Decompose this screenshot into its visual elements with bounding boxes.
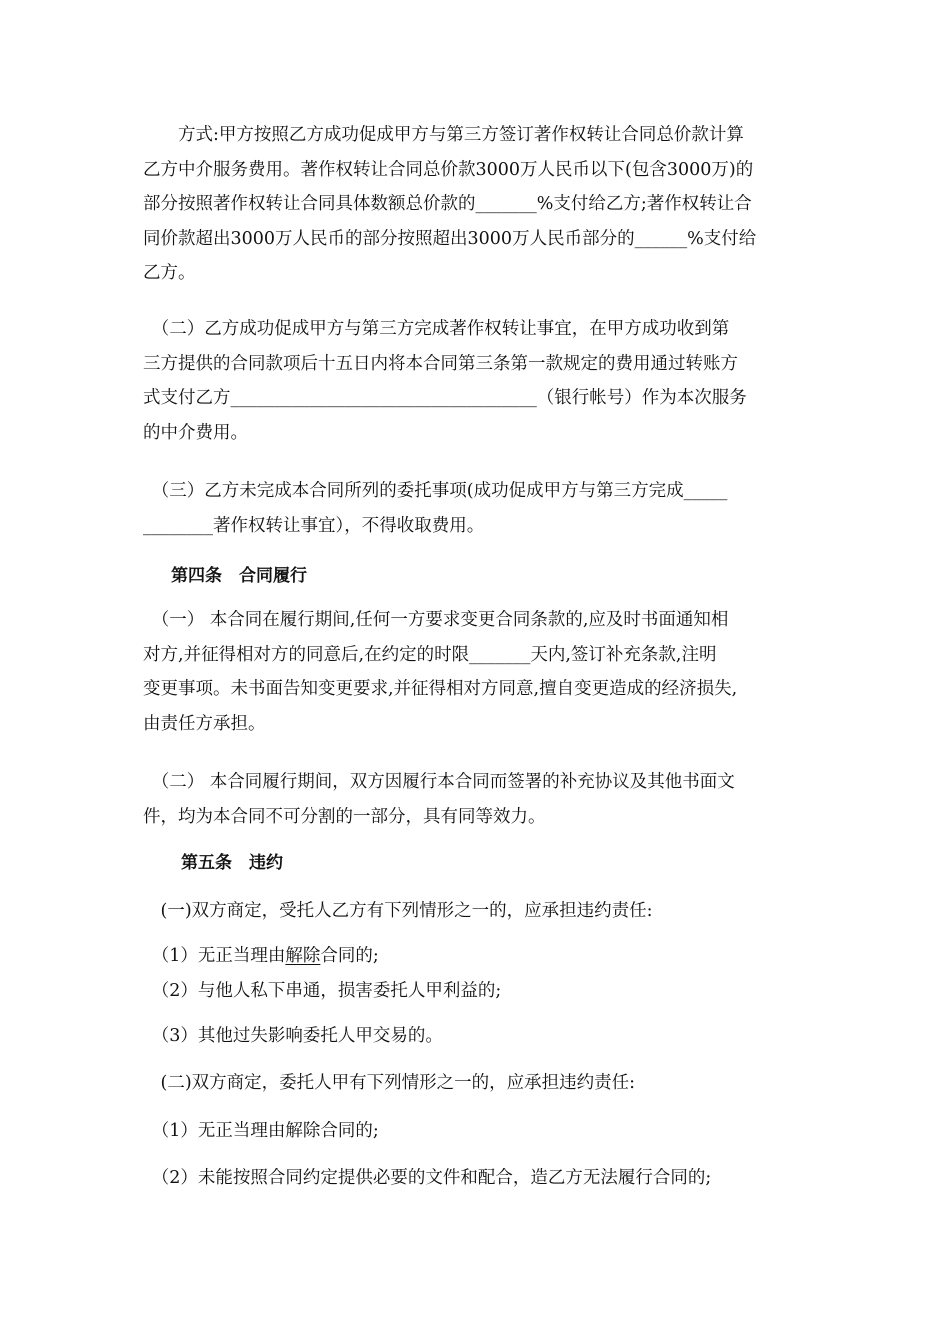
text-line: ________著作权转让事宜），不得收取费用。 bbox=[143, 515, 485, 536]
text-line: 三方提供的合同款项后十五日内将本合同第三条第一款规定的费用通过转账方 bbox=[143, 353, 738, 374]
text-line: 乙方。 bbox=[143, 263, 196, 283]
text-line: (二)双方商定，委托人甲有下列情形之一的，应承担违约责任: bbox=[143, 1073, 636, 1093]
text-suffix: 合同的; bbox=[320, 946, 379, 966]
text-line: （2）未能按照合同约定提供必要的文件和配合，造乙方无法履行合同的; bbox=[143, 1168, 712, 1188]
text-line: （二） 本合同履行期间，双方因履行本合同而签署的补充协议及其他书面文 bbox=[143, 772, 735, 792]
paragraph-clause-5-1-items bbox=[143, 939, 808, 1008]
paragraph-clause-5-1 bbox=[143, 894, 808, 929]
section-heading: 第四条 合同履行 bbox=[171, 566, 307, 586]
paragraph-fee-method bbox=[143, 118, 808, 291]
text-line: 由责任方承担。 bbox=[143, 713, 266, 734]
text-line: (一)双方商定，受托人乙方有下列情形之一的，应承担违约责任: bbox=[143, 901, 653, 921]
text-line: （一） 本合同在履行期间,任何一方要求变更合同条款的,应及时书面通知相 bbox=[143, 610, 729, 630]
article-4-heading bbox=[171, 559, 836, 594]
section-heading: 第五条 违约 bbox=[181, 853, 283, 873]
text-line: 件，均为本合同不可分割的一部分，具有同等效力。 bbox=[143, 806, 546, 827]
paragraph-clause-4-2 bbox=[143, 765, 808, 834]
text-line: 变更事项。未书面告知变更要求,并征得相对方同意,擅自变更造成的经济损失, bbox=[143, 679, 738, 699]
paragraph-clause-5-1-item-3 bbox=[143, 1019, 808, 1054]
paragraph-clause-5-2 bbox=[143, 1066, 808, 1101]
text-prefix: （1）无正当理由 bbox=[143, 946, 286, 966]
text-line: 同价款超出3000万人民币的部分按照超出3000万人民币部分的______%支付给 bbox=[143, 228, 757, 249]
text-line: （3）其他过失影响委托人甲交易的。 bbox=[143, 1026, 443, 1046]
text-line: 部分按照著作权转让合同具体数额总价款的_______%支付给乙方;著作权转让合 bbox=[143, 194, 752, 214]
text-line: 方式:甲方按照乙方成功促成甲方与第三方签订著作权转让合同总价款计算 bbox=[143, 125, 744, 145]
paragraph-clause-4-1 bbox=[143, 603, 808, 741]
text-line: 对方,并征得相对方的同意后,在约定的时限_______天内,签订补充条款,注明 bbox=[143, 644, 717, 665]
paragraph-clause-3-3 bbox=[143, 474, 808, 543]
text-line: 乙方中介服务费用。著作权转让合同总价款3000万人民币以下(包含3000万)的 bbox=[143, 159, 754, 180]
text-line: （1）无正当理由解除合同的; bbox=[143, 1121, 379, 1141]
paragraph-clause-3-2 bbox=[143, 312, 808, 450]
text-line: 的中介费用。 bbox=[143, 422, 248, 443]
text-line bbox=[143, 939, 808, 974]
text-line: 式支付乙方___________________________________（银行帐号）作为本次服务 bbox=[143, 388, 747, 408]
underlined-word: 解除 bbox=[285, 946, 321, 966]
article-5-heading bbox=[181, 846, 846, 881]
paragraph-clause-5-2-item-1 bbox=[143, 1114, 808, 1149]
text-line: （三）乙方未完成本合同所列的委托事项(成功促成甲方与第三方完成_____ bbox=[143, 481, 728, 501]
text-line: （2）与他人私下串通，损害委托人甲利益的; bbox=[143, 980, 502, 1001]
text-line: （二）乙方成功促成甲方与第三方完成著作权转让事宜，在甲方成功收到第 bbox=[143, 319, 730, 339]
paragraph-clause-5-2-item-2 bbox=[143, 1161, 808, 1196]
